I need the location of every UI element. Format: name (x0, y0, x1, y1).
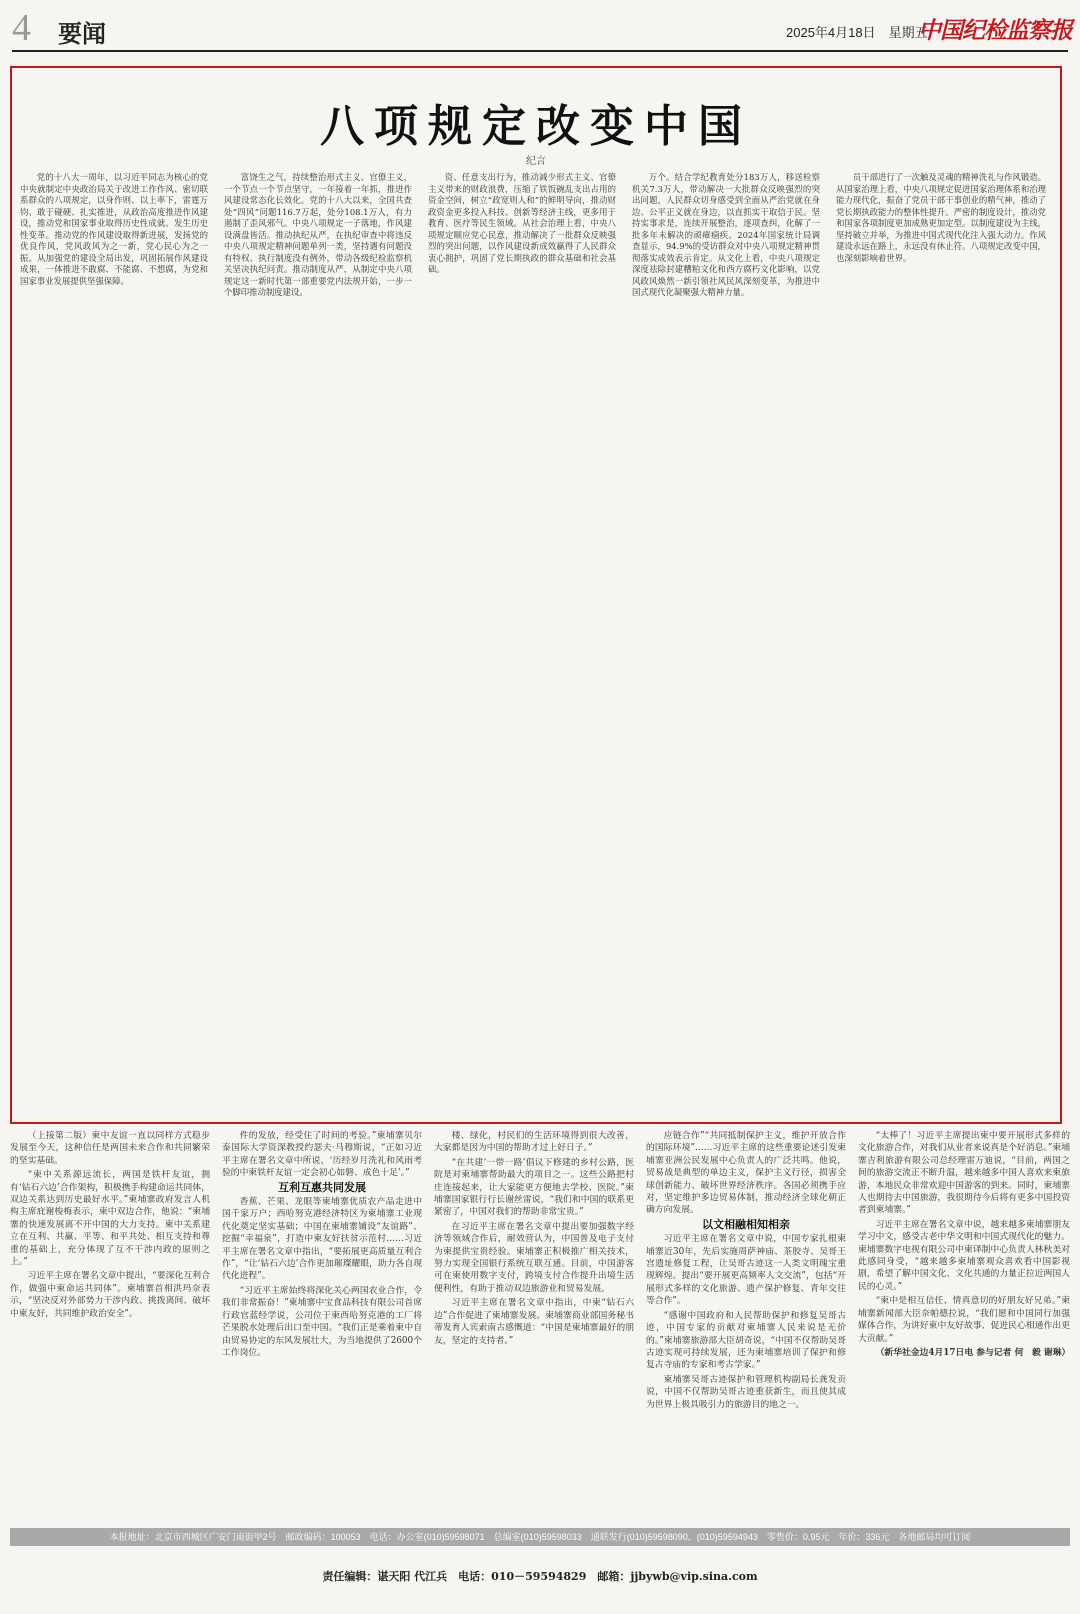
column-text: 党的十八大一周年，以习近平同志为核心的党中央就制定中央政治局关于改进工作作风、密切联系群众的八项规定，以身作则、以上率下，雷霆万钧、敢于碰硬、扎实推进，从政治高度推进作风建设，推动党和国家事业取得历史性成就、发生历史性变革。推动党的作风建设取得新进展，发扬党的优良作风，党风政风为之一新，党心民心为之一振。从加强党的建设全局出发，巩固拓展作风建设成果，一体推进不敢腐、不能腐、不想腐，为党和国家事业发展提供坚强保障。 (20, 172, 208, 286)
section-title: 要闻 (58, 19, 106, 48)
article-column-5 (836, 172, 1046, 1102)
section-subhead: 互利互惠共同发展 (278, 1180, 366, 1194)
paragraph: “太棒了！习近平主席提出柬中要开展形式多样的文化旅游合作，对我们从业者来说真是个好消息。”柬埔寨吉利旅游有限公司总经理雷万迪说，“目前，两国之间的旅游交流正不断升温，越来越多中国人喜欢来柬旅游，本地民众非常欢迎中国游客的到来。同时，柬埔寨人也期待去中国旅游，我很期待今后将有更多中国投资者到柬埔寨。” (858, 1131, 1070, 1216)
article-byline: 纪言 (526, 156, 546, 167)
issue-date: 2025年4月18日 星期五 (786, 25, 928, 40)
paragraph: 香蕉、芒果、龙眼等柬埔寨优质农产品走进中国千家万户；西哈努克港经济特区为柬埔寨工业现代化奠定坚实基础；中国在柬埔寨铺设“友谊路”、挖掘“幸福泉”，打造中柬友好扶贫示范村……习近平主席在署名文章中指出，“要拓展更高质量互利合作”，“让‘钻石六边’合作更加璀璨耀眼，助力各自现代化进程”。 (222, 1197, 422, 1282)
paragraph: 应链合作”“共同抵制保护主义，维护开放合作的国际环境”……习近平主席的这些重要论述引发柬埔寨亚洲公民发展中心负责人的广泛共鸣。他说，贸易战是典型的单边主义，保护主义行径，损害全球创新能力、破坏世界经济秩序。各国必须携手应对，坚定维护多边贸易体制，推动经济全球化朝正确方向发展。 (646, 1131, 846, 1216)
paragraph: 习近平主席在署名文章中说，越来越多柬埔寨朋友学习中文，感受古老中华文明和中国式现代化的魅力。柬埔寨数字电视有限公司中柬译制中心负责人林秋美对此感同身受，“越来越多柬埔寨观众喜欢看中国影视剧，希望了解中国文化、文化共通的力量正拉近两国人民的心灵。” (858, 1219, 1070, 1292)
paragraph: “柬中关系源远流长，两国是铁杆友谊，拥有‘钻石六边’合作架构，积极携手构建命运共同体，双边关系达到历史最好水平。”柬埔寨政府发言人机构主席庇谢梭梅表示，柬中双边合作，他说：“柬埔寨的快速发展离不开中国的大力支持。柬中关系建立在互利、共赢、平等、和平共处、相互支持和尊重的基础上，充分体现了互不干涉内政的原则之上。” (10, 1170, 210, 1268)
paragraph: “在共建‘一带一路’倡议下修建的乡村公路，医院是对柬埔寨帮助最大的项目之一。这些公路把村庄连接起来，让大家能更方便地去学校、医院。”柬埔寨国家银行行长谢丝雷说，“我们和中国的联系更紧密了，中国对我们的帮助非常宝贵。” (434, 1157, 634, 1218)
news-column-4 (646, 1130, 846, 1520)
page-number: 4 (12, 7, 31, 49)
column-text: 资、任意支出行为，推动减少形式主义、官僚主义带来的财政浪费，压缩了铁饭碗乱支出占用的资金空间，树立“政宽则人和”的鲜明导向，推动财政资金更多投入科技、创新等经济主线，更多用于教育、医疗等民生领域。从社会治理上看，中央八项规定顺应党心民意，推动解决了一批群众反映强烈的突出问题，以作风建设新成效赢得了人民群众衷心拥护，巩固了党长期执政的群众基础和社会基础。 (428, 172, 616, 274)
newspaper-header (0, 0, 1080, 50)
paragraph: 习近平主席在署名文章中指出，中柬“钻石六边”合作促进了柬埔寨发展。柬埔寨商业部国务秘书蒂发育人宾索南古感慨道：“中国是柬埔寨最好的朋友，坚定的支持者。” (434, 1298, 634, 1346)
paragraph: 习近平主席在署名文章中说，中国专家扎根柬埔寨近30年，先后实施周萨神庙、茶胶寺、吴哥王宫遗址修复工程，让吴哥古迹这一人类文明瑰宝重现辉煌。提出“要开展更高频率人文交流”，包括“开展形式多样的文化旅游、遗产保护修复、青年交往等合作”。 (646, 1234, 846, 1307)
paragraph: 习近平主席在署名文章中提出，“要深化互利合作，做强中柬命运共同体”。柬埔寨首相洪玛奈表示，“坚决反对外部势力干涉内政、挑拨离间、破坏中柬友好，共同维护政治安全”。 (10, 1271, 210, 1319)
paragraph: “感谢中国政府和人民帮助保护和修复吴哥古迹，中国专家的贡献对柬埔寨人民来说是无价的。”柬埔寨旅游部大臣胡奇说，“中国不仅帮助吴哥古迹实现可持续发展，还为柬埔寨培训了保护和修复古寺庙的专家和考古学家。” (646, 1310, 846, 1371)
column-text: 万个。结合学纪教育处分183万人，移送检察机关7.3万人，带动解决一大批群众反映强烈的突出问题，人民群众切身感受到全面从严治党就在身边、公平正义就在身边，以直抓实干取信于民。坚持实事求是，连续开展整治，逐项查纠，化解了一批多年未解决的顽瘴痼疾。2024年国家统计局调查显示，94.9%的受访群众对中央八项规定精神贯彻落实成效表示肯定。从文化上看，中央八项规定深度祛除封建糟粕文化和西方腐朽文化影响，以党风政风焕然一新引领社风民风深刻变革，为推进中国式现代化凝聚强大精神力量。 (632, 172, 820, 297)
paragraph: 在习近平主席在署名文章中提出要加强数字经济等领域合作后，耐效营认为，中国普及电子支付为柬提供宝贵经验。柬埔寨正积极推广相关技术，努力实现全国银行系统互联互通。目前，中国游客可在柬使用数字支付，跨境支付合作提升出境生活便利性，有助于推动双边旅游业和贸易发展。 (434, 1221, 634, 1294)
section-subhead: 以文相融相知相亲 (702, 1217, 790, 1231)
article-headline: 八项规定改变中国 (320, 101, 752, 152)
column-text: 员干部进行了一次触及灵魂的精神洗礼与作风锻造。从国家治理上看，中央八项规定促进国家治理体系和治理能力现代化，振奋了党员干部干事创业的精气神，推动了党长期执政能力的整体性提升。严密的制度设计，推动党和国家各项制度更加成熟更加定型。以制度建设为主线，坚持破立并举，为推进中国式现代化注入强大动力。作风建设永远在路上，永远没有休止符。八项规定改变中国，也深刻影响着世界。 (836, 172, 1046, 263)
paragraph: （上接第二版）柬中友谊一直以同样方式稳步发展至今天，这种信任是两国未来合作和共同繁荣的坚实基础。 (10, 1131, 210, 1166)
news-column-2 (222, 1130, 422, 1520)
publication-info-bar: 本报地址：北京市西城区广安门南街甲2号 邮政编码：100053 电话：办公室(010)59598071 总编室(010)59598033 通联发行(010)59598090、(010)59594943 零售价：0.95元 年价：336元 各地邮局均可订阅 (10, 1528, 1070, 1546)
article-column-2 (224, 172, 412, 1102)
article-column-4 (632, 172, 820, 1102)
paragraph: “柬中是相互信任、情真意切的好朋友好兄弟。”柬埔寨新闻部大臣奈帕德拉说，“我们愿和中国同行加强媒体合作，为讲好柬中友好故事、促进民心相通作出更大贡献。” (858, 1296, 1070, 1344)
news-column-1 (10, 1130, 210, 1520)
article-source: （新华社金边4月17日电 参与记者 何 毅 谢琳） (875, 1347, 1070, 1358)
paragraph: 件的发放，经受住了时间的考验。”柬埔寨贝尔泰国际大学资深教授约瑟夫·马穆斯说，“正如习近平主席在署名文章中所说，‘历经岁月洗礼和风雨考验的中柬铁杆友谊一定会初心如磐、成色十足’。” (222, 1131, 422, 1179)
article-column-1 (20, 172, 208, 1102)
paragraph: 楼、绿化，村民们的生活环境得到很大改善，大家都是因为中国的帮助才过上好日子。” (434, 1131, 634, 1154)
paragraph: “习近平主席始终将深化关心两国农业合作，令我们非常振奋！”柬埔寨中宝食品科技有限公司首席行政官蓝经学说，公司位于柬西哈努克港的工厂将芒果脱水处理后出口至中国。“我们正是乘着柬中自由贸易协定的东风发展壮大，为当地提供了2600个工作岗位。 (222, 1285, 422, 1358)
header-divider (12, 50, 1068, 52)
article-column-3 (428, 172, 616, 1102)
news-column-3 (434, 1130, 634, 1520)
editor-credits: 责任编辑：谌天阳 代江兵 电话：010－59594829 邮箱：jjbywb@vip.sina.com (322, 1570, 758, 1583)
column-text: 富饶生之气，持续整治形式主义、官僚主义，一个节点一个节点坚守，一年接着一年抓，推进作风建设常态化长效化。党的十八大以来，全国共查处“四风”问题116.7万起，处分108.1万人，有力遏制了歪风邪气。中央八项规定一子落地，作风建设满盘皆活。推动执纪从严，在执纪审查中将违反中央八项规定精神问题单列一类，坚持遇有问题没有特权、执行制度没有例外，带动各级纪检监察机关坚决执纪问责。推动制度从严，从制定中央八项规定这一新时代第一部重要党内法规开始，一步一个脚印推动制度建设。 (224, 172, 412, 297)
newspaper-logo: 中国纪检监察报 (918, 17, 1072, 44)
paragraph: 柬埔寨吴哥古迹保护和管理机构副局长龚发贡说，中国不仅帮助吴哥古迹重获新生，而且使其成为世界上极具吸引力的旅游目的地之一。 (646, 1374, 846, 1410)
feature-article-box (10, 66, 1062, 1124)
news-column-5 (858, 1130, 1070, 1520)
